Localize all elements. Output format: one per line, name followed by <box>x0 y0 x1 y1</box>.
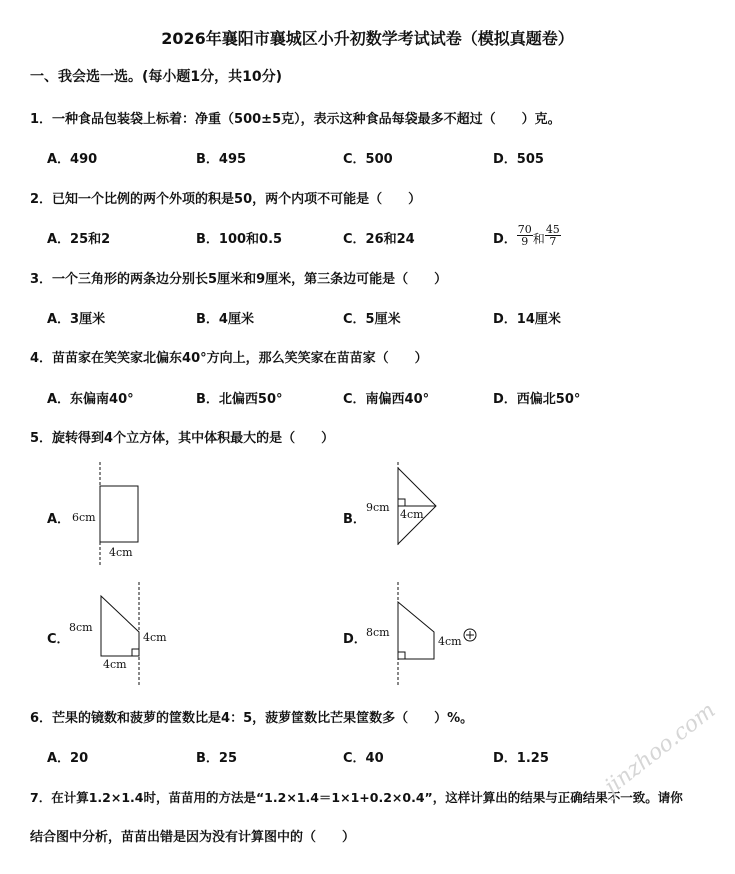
q4-option-a: A．东偏南40° <box>47 392 134 407</box>
question-1-stem: 1．一种食品包装袋上标着：净重（500±5克），表示这种食品每袋最多不超过（ ）克。 <box>30 112 561 127</box>
figure-d-left-label: 8cm <box>366 626 390 639</box>
figure-d-right-label: 4cm <box>438 635 462 648</box>
q1-option-d: D．505 <box>493 152 544 167</box>
q6-option-c: C．40 <box>343 751 384 766</box>
question-7-stem-line-1: 7．在计算1.2×1.4时，苗苗用的方法是“1.2×1.4＝1×1+0.2×0.4”，这样计算出的结果与正确结果不一致。请你 <box>30 790 683 805</box>
q2-option-b: B．100和0.5 <box>196 232 283 247</box>
rotation-mark-icon <box>464 629 476 641</box>
q3-option-c: C．5厘米 <box>343 312 401 327</box>
q4-option-d: D．西偏北50° <box>493 392 581 407</box>
figure-c-slant-label: 8cm <box>69 621 93 634</box>
figure-c-bottom-label: 4cm <box>103 658 127 671</box>
q6-option-d: D．1.25 <box>493 751 549 766</box>
q1-option-a: A．490 <box>47 152 98 167</box>
q1-option-b: B．495 <box>196 152 247 167</box>
q5-option-c: C． <box>47 632 70 647</box>
q4-option-b: B．北偏西50° <box>196 392 283 407</box>
q5-option-d: D． <box>343 632 367 647</box>
q3-option-a: A．3厘米 <box>47 312 106 327</box>
q3-option-d: D．14厘米 <box>493 312 561 327</box>
q3-option-b: B．4厘米 <box>196 312 254 327</box>
figure-b-height-label: 9cm <box>366 501 390 514</box>
figure-c-right-label: 4cm <box>143 631 167 644</box>
section-heading: 一、我会选一选。(每小题1分，共10分) <box>30 69 283 85</box>
q5-option-b: B． <box>343 512 366 527</box>
question-3-stem: 3．一个三角形的两条边分别长5厘米和9厘米，第三条边可能是（ ） <box>30 272 448 287</box>
watermark: jinzhoo.com <box>600 697 721 800</box>
figure-c-trapezoid <box>65 582 185 687</box>
q2-option-c: C．26和24 <box>343 232 415 247</box>
question-4-stem: 4．苗苗家在笑笑家北偏东40°方向上，那么笑笑家在苗苗家（ ） <box>30 351 428 366</box>
fraction-45-7: $\frac{45}{7}$ <box>545 223 560 248</box>
page-title: 2026年襄阳市襄城区小升初数学考试试卷（模拟真题卷） <box>161 29 574 48</box>
q6-option-a: A．20 <box>47 751 89 766</box>
q2-option-d: D． $\frac{70}{9}$ 和 $\frac{45}{7}$ <box>493 223 560 248</box>
figure-a-width-label: 4cm <box>109 546 133 559</box>
q1-option-c: C．500 <box>343 152 393 167</box>
question-7-stem-line-2: 结合图中分析，苗苗出错是因为没有计算图中的（ ） <box>30 830 356 845</box>
figure-d-trapezoid <box>362 582 482 687</box>
figure-a-height-label: 6cm <box>72 511 96 524</box>
figure-b-width-label: 4cm <box>400 508 424 521</box>
question-2-stem: 2．已知一个比例的两个外项的积是50，两个内项不可能是（ ） <box>30 192 422 207</box>
q5-option-a: A． <box>47 512 71 527</box>
q2-option-a: A．25和2 <box>47 232 111 247</box>
fraction-70-9: $\frac{70}{9}$ <box>517 223 532 248</box>
q4-option-c: C．南偏西40° <box>343 392 430 407</box>
question-6-stem: 6．芒果的镜数和菠萝的筐数比是4：5，菠萝筐数比芒果筐数多（ ）%。 <box>30 711 474 726</box>
question-5-stem: 5．旋转得到4个立方体，其中体积最大的是（ ） <box>30 431 335 446</box>
q6-option-b: B．25 <box>196 751 237 766</box>
figure-b-triangle <box>362 462 442 547</box>
q2-option-d-label: D． <box>493 232 517 247</box>
figure-a-rectangle <box>65 462 155 567</box>
